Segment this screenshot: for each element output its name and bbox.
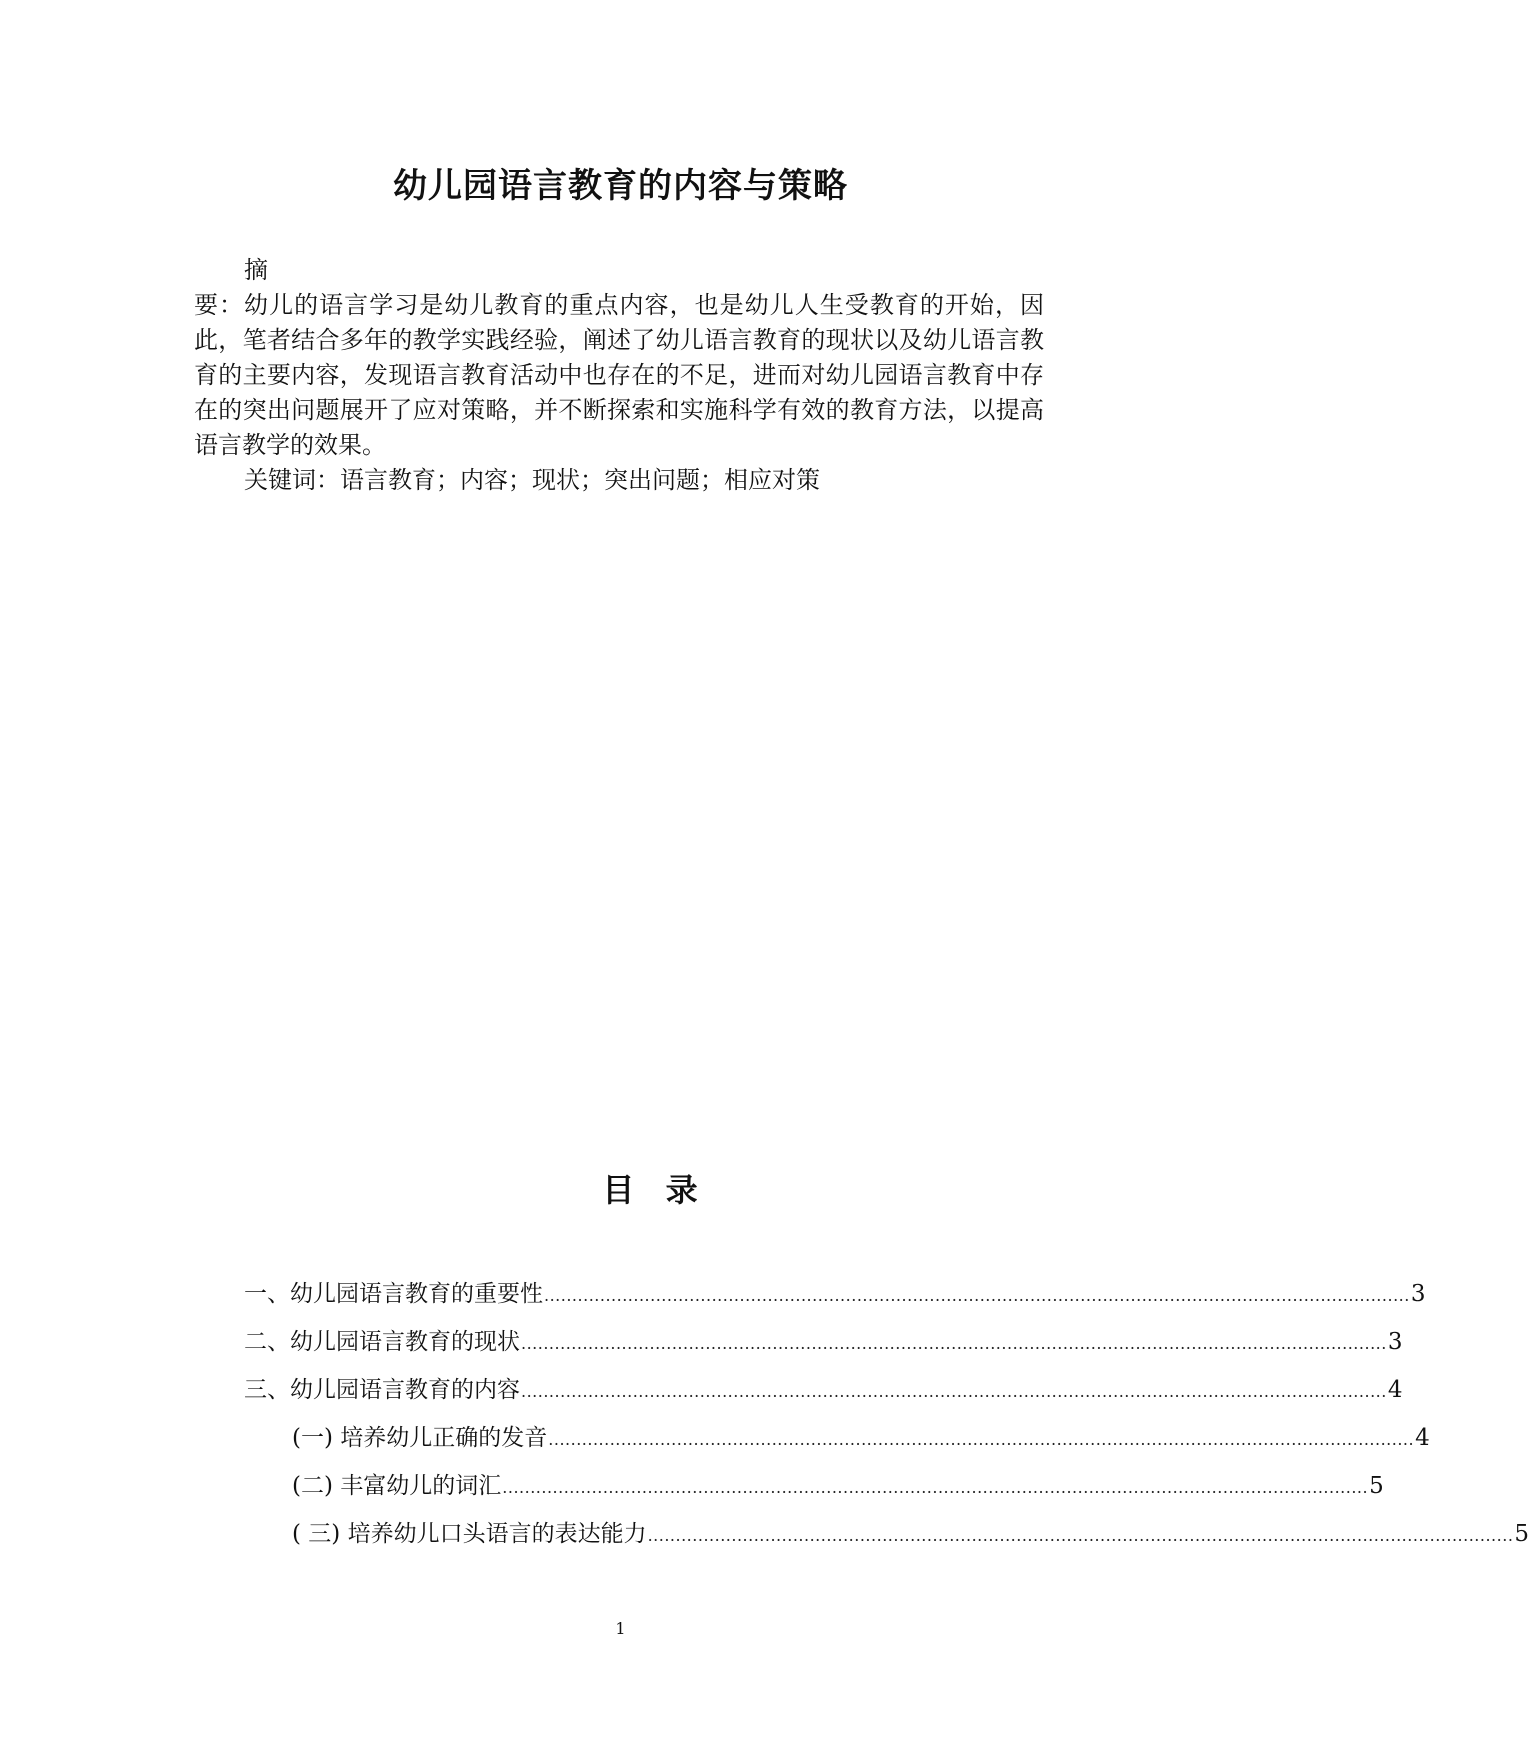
abstract-section xyxy=(194,253,1044,498)
toc-entry[interactable] xyxy=(244,1327,1403,1375)
toc-entry-page: 4 xyxy=(1415,1425,1430,1451)
toc-entry[interactable] xyxy=(244,1375,1403,1423)
toc-entry[interactable] xyxy=(244,1279,1426,1327)
toc-entry-label: 二、幼儿园语言教育的现状 xyxy=(244,1329,520,1355)
document-title: 幼儿园语言教育的内容与策略 xyxy=(393,166,848,206)
toc-entry-page: 3 xyxy=(1410,1281,1426,1307)
toc-subentry[interactable] xyxy=(244,1423,1430,1471)
toc-leader-dots: ........................................................................................................................................................... xyxy=(544,1286,1410,1305)
toc-subentry[interactable] xyxy=(244,1471,1384,1519)
toc-entry-label: (二) 丰富幼儿的词汇 xyxy=(292,1473,502,1499)
toc-leader-dots: ........................................................................................................................................................... xyxy=(502,1478,1369,1497)
toc-entry-label: (一) 培养幼儿正确的发音 xyxy=(292,1425,548,1451)
toc-leader-dots: ........................................................................................................................................................... xyxy=(521,1382,1387,1401)
toc-subentry[interactable] xyxy=(244,1519,1529,1567)
abstract-heading: 摘 xyxy=(244,256,268,284)
toc-entry-page: 5 xyxy=(1369,1473,1384,1499)
toc-leader-dots: ........................................................................................................................................................... xyxy=(521,1334,1387,1353)
toc-leader-dots: ........................................................................................................................................................... xyxy=(647,1526,1514,1545)
table-of-contents xyxy=(244,1279,1529,1567)
toc-entry-page: 5 xyxy=(1514,1521,1529,1547)
toc-entry-label: 三、幼儿园语言教育的内容 xyxy=(244,1377,520,1403)
toc-entry-page: 3 xyxy=(1387,1329,1403,1355)
keywords-line: 关键词：语言教育；内容；现状；突出问题；相应对策 xyxy=(244,466,820,494)
toc-entry-label: 一、幼儿园语言教育的重要性 xyxy=(244,1281,543,1307)
toc-entry-label: ( 三) 培养幼儿口头语言的表达能力 xyxy=(292,1521,647,1547)
toc-entry-page: 4 xyxy=(1387,1377,1403,1403)
abstract-text: 要：幼儿的语言学习是幼儿教育的重点内容，也是幼儿人生受教育的开始，因此，笔者结合多年的教学实践经验，阐述了幼儿语言教育的现状以及幼儿语言教育的主要内容，发现语言教育活动中也存在的不足，进而对幼儿园语言教育中存在的突出问题展开了应对策略，并不断探索和实施科学有效的教育方法，以提高语言教学的效果。 xyxy=(194,291,1044,459)
toc-title: 目 录 xyxy=(602,1171,708,1209)
page-number: 1 xyxy=(615,1619,626,1638)
toc-leader-dots: ........................................................................................................................................................... xyxy=(548,1430,1415,1449)
